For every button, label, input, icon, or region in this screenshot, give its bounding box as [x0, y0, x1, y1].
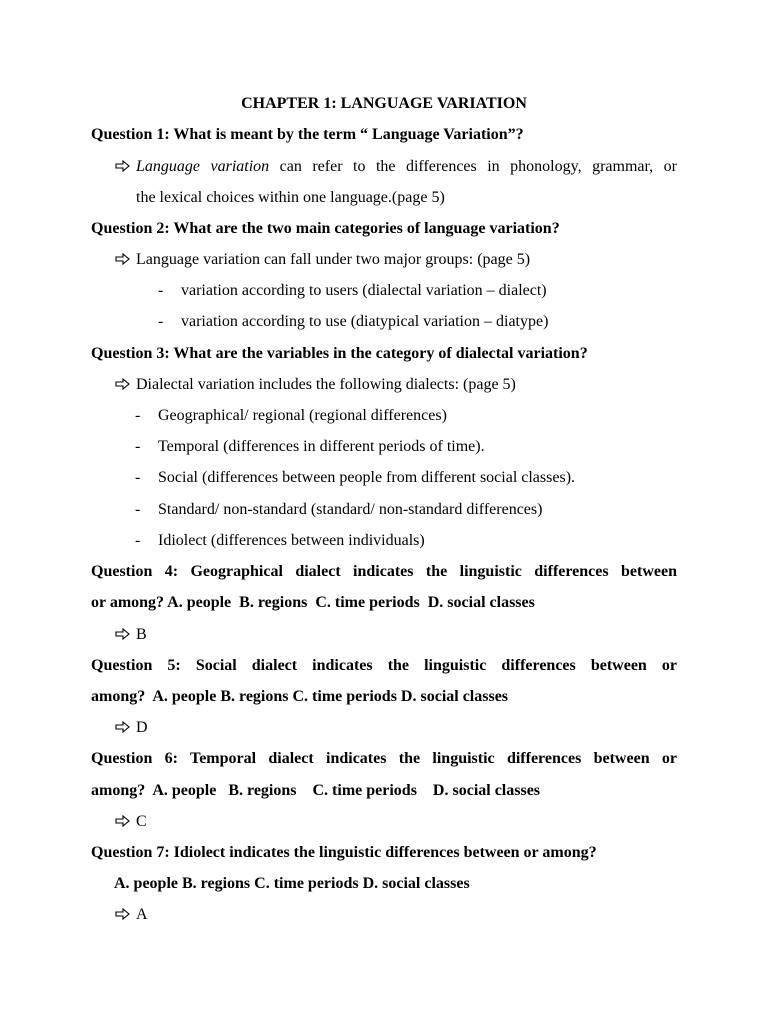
arrow-right-outline-icon [115, 244, 136, 275]
question-4-line-2: or among? A. people B. regions C. time periods D. social classes [91, 594, 535, 611]
answer-7-text: A [136, 906, 148, 923]
answer-3 [115, 369, 677, 400]
arrow-right-outline-icon [115, 712, 136, 743]
question-5-line-1: Question 5: Social dialect indicates the linguistic differences between or [91, 657, 677, 674]
answer-5-text: D [136, 719, 148, 736]
answer-1-text: can refer to the differences in phonology, grammar, or [269, 158, 677, 175]
list-dash: - [135, 469, 141, 486]
list-dash: - [135, 532, 141, 549]
answer-3-text: Dialectal variation includes the following dialects: (page 5) [136, 376, 516, 393]
question-5-line-2: among? A. people B. regions C. time periods D. social classes [91, 688, 509, 705]
answer-4 [115, 619, 677, 650]
list-item [135, 431, 676, 462]
list-item [135, 462, 676, 493]
list-dash: - [135, 407, 141, 424]
list-dash: - [135, 438, 141, 455]
question-7-line-1: Question 7: Idiolect indicates the linguistic differences between or among? [91, 844, 597, 861]
list-item-text: variation according to users (dialectal variation – dialect) [181, 282, 547, 299]
question-6-line-2: among? A. people B. regions C. time periods D. social classes [91, 782, 541, 799]
answer-5 [115, 712, 677, 743]
question-3: Question 3: What are the variables in the category of dialectal variation? [91, 345, 588, 362]
list-item [135, 525, 676, 556]
answer-4-text: B [136, 626, 147, 643]
answer-7 [115, 899, 677, 930]
arrow-right-outline-icon [115, 151, 136, 182]
answer-1-line-2: the lexical choices within one language.(page 5) [136, 189, 445, 206]
arrow-right-outline-icon [115, 619, 136, 650]
chapter-title: CHAPTER 1: LANGUAGE VARIATION [241, 95, 527, 112]
list-item [158, 306, 677, 337]
list-item-text: Geographical/ regional (regional differences) [158, 407, 447, 424]
arrow-right-outline-icon [115, 806, 136, 837]
question-4-line-1: Question 4: Geographical dialect indicates the linguistic differences between [91, 563, 677, 580]
list-item-text: variation according to use (diatypical variation – diatype) [181, 313, 549, 330]
question-2: Question 2: What are the two main categories of language variation? [91, 220, 560, 237]
answer-6-text: C [136, 813, 147, 830]
arrow-right-outline-icon [115, 369, 136, 400]
list-dash: - [135, 501, 141, 518]
list-item-text: Idiolect (differences between individuals) [158, 532, 425, 549]
list-item [135, 494, 676, 525]
list-item [135, 400, 676, 431]
answer-2-text: Language variation can fall under two major groups: (page 5) [136, 251, 531, 268]
answer-1-italic-term: Language variation [136, 158, 270, 175]
list-item-text: Standard/ non-standard (standard/ non-standard differences) [158, 501, 543, 518]
answer-6 [115, 806, 677, 837]
question-6-line-1: Question 6: Temporal dialect indicates the linguistic differences between or [91, 750, 677, 767]
question-1: Question 1: What is meant by the term “ Language Variation”? [91, 126, 524, 143]
list-item-text: Social (differences between people from different social classes). [158, 469, 576, 486]
list-item [158, 275, 677, 306]
question-7-line-2: A. people B. regions C. time periods D. social classes [114, 875, 470, 892]
list-dash: - [158, 282, 164, 299]
list-item-text: Temporal (differences in different periods of time). [158, 438, 485, 455]
list-dash: - [158, 313, 164, 330]
answer-1-line-1 [115, 151, 677, 182]
arrow-right-outline-icon [115, 899, 136, 930]
answer-2 [115, 244, 677, 275]
